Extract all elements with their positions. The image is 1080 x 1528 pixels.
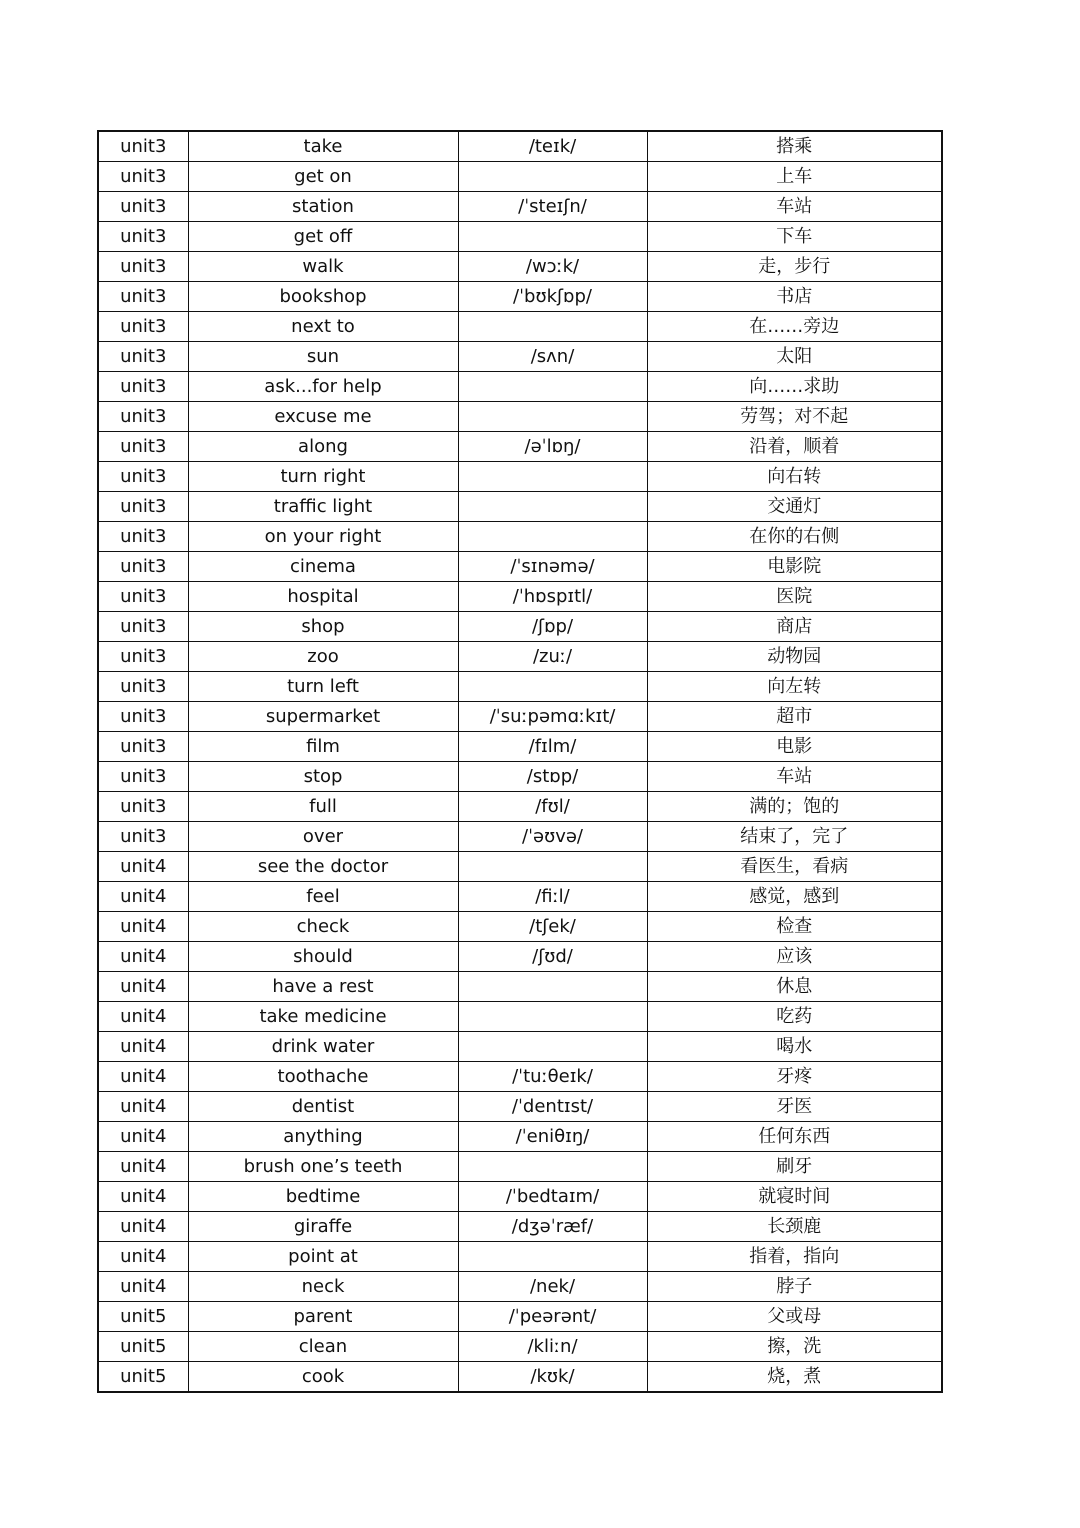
unit-cell: unit4	[98, 1092, 188, 1122]
word-cell: take medicine	[188, 1002, 458, 1032]
meaning-cell: 沿着，顺着	[647, 432, 942, 462]
word-cell: giraffe	[188, 1212, 458, 1242]
table-row	[98, 192, 942, 222]
unit-cell: unit4	[98, 1002, 188, 1032]
unit-cell: unit4	[98, 1272, 188, 1302]
meaning-cell: 脖子	[647, 1272, 942, 1302]
word-cell: excuse me	[188, 402, 458, 432]
word-cell: brush one’s teeth	[188, 1152, 458, 1182]
word-cell: next to	[188, 312, 458, 342]
word-cell: sun	[188, 342, 458, 372]
table-row	[98, 912, 942, 942]
unit-cell: unit3	[98, 492, 188, 522]
unit-cell: unit3	[98, 762, 188, 792]
word-cell: feel	[188, 882, 458, 912]
word-cell: turn left	[188, 672, 458, 702]
table-row	[98, 1182, 942, 1212]
phonetic-cell: /stɒp/	[458, 762, 647, 792]
phonetic-cell: /ˈbʊkʃɒp/	[458, 282, 647, 312]
table-row	[98, 852, 942, 882]
meaning-cell: 结束了，完了	[647, 822, 942, 852]
word-cell: get on	[188, 162, 458, 192]
phonetic-cell	[458, 162, 647, 192]
table-row	[98, 582, 942, 612]
phonetic-cell	[458, 852, 647, 882]
unit-cell: unit4	[98, 1212, 188, 1242]
phonetic-cell	[458, 1002, 647, 1032]
meaning-cell: 电影	[647, 732, 942, 762]
table-row	[98, 702, 942, 732]
unit-cell: unit3	[98, 462, 188, 492]
word-cell: bedtime	[188, 1182, 458, 1212]
meaning-cell: 牙医	[647, 1092, 942, 1122]
word-cell: over	[188, 822, 458, 852]
table-row	[98, 552, 942, 582]
word-cell: film	[188, 732, 458, 762]
phonetic-cell	[458, 492, 647, 522]
phonetic-cell: /əˈlɒŋ/	[458, 432, 647, 462]
meaning-cell: 任何东西	[647, 1122, 942, 1152]
word-cell: see the doctor	[188, 852, 458, 882]
unit-cell: unit3	[98, 582, 188, 612]
meaning-cell: 擦，洗	[647, 1332, 942, 1362]
table-row	[98, 1332, 942, 1362]
table-row	[98, 882, 942, 912]
table-row	[98, 462, 942, 492]
unit-cell: unit4	[98, 1062, 188, 1092]
meaning-cell: 长颈鹿	[647, 1212, 942, 1242]
meaning-cell: 动物园	[647, 642, 942, 672]
table-row	[98, 252, 942, 282]
meaning-cell: 交通灯	[647, 492, 942, 522]
phonetic-cell: /fɪlm/	[458, 732, 647, 762]
phonetic-cell: /kʊk/	[458, 1362, 647, 1393]
unit-cell: unit4	[98, 1122, 188, 1152]
table-row	[98, 1212, 942, 1242]
meaning-cell: 下车	[647, 222, 942, 252]
word-cell: parent	[188, 1302, 458, 1332]
meaning-cell: 书店	[647, 282, 942, 312]
unit-cell: unit3	[98, 552, 188, 582]
meaning-cell: 看医生，看病	[647, 852, 942, 882]
word-cell: cinema	[188, 552, 458, 582]
word-cell: full	[188, 792, 458, 822]
table-row	[98, 672, 942, 702]
meaning-cell: 在你的右侧	[647, 522, 942, 552]
word-cell: along	[188, 432, 458, 462]
table-row	[98, 432, 942, 462]
meaning-cell: 指着，指向	[647, 1242, 942, 1272]
meaning-cell: 上车	[647, 162, 942, 192]
table-row	[98, 222, 942, 252]
unit-cell: unit3	[98, 432, 188, 462]
unit-cell: unit4	[98, 882, 188, 912]
unit-cell: unit4	[98, 852, 188, 882]
phonetic-cell: /sʌn/	[458, 342, 647, 372]
word-cell: check	[188, 912, 458, 942]
unit-cell: unit3	[98, 342, 188, 372]
unit-cell: unit3	[98, 252, 188, 282]
unit-cell: unit3	[98, 702, 188, 732]
vocabulary-table	[97, 130, 943, 1393]
word-cell: zoo	[188, 642, 458, 672]
word-cell: ask...for help	[188, 372, 458, 402]
meaning-cell: 走，步行	[647, 252, 942, 282]
unit-cell: unit3	[98, 612, 188, 642]
phonetic-cell: /wɔːk/	[458, 252, 647, 282]
unit-cell: unit3	[98, 131, 188, 162]
phonetic-cell: /ˈtuːθeɪk/	[458, 1062, 647, 1092]
table-row	[98, 972, 942, 1002]
unit-cell: unit4	[98, 972, 188, 1002]
phonetic-cell	[458, 522, 647, 552]
table-row	[98, 372, 942, 402]
phonetic-cell	[458, 972, 647, 1002]
meaning-cell: 车站	[647, 192, 942, 222]
unit-cell: unit4	[98, 1152, 188, 1182]
unit-cell: unit4	[98, 1182, 188, 1212]
phonetic-cell: /ˈeniθɪŋ/	[458, 1122, 647, 1152]
meaning-cell: 车站	[647, 762, 942, 792]
word-cell: turn right	[188, 462, 458, 492]
phonetic-cell: /ʃʊd/	[458, 942, 647, 972]
word-cell: on your right	[188, 522, 458, 552]
phonetic-cell: /ˈəʊvə/	[458, 822, 647, 852]
word-cell: drink water	[188, 1032, 458, 1062]
table-row	[98, 822, 942, 852]
phonetic-cell: /kliːn/	[458, 1332, 647, 1362]
phonetic-cell: /ˈhɒspɪtl/	[458, 582, 647, 612]
unit-cell: unit3	[98, 282, 188, 312]
table-row	[98, 1242, 942, 1272]
meaning-cell: 太阳	[647, 342, 942, 372]
phonetic-cell: /nek/	[458, 1272, 647, 1302]
meaning-cell: 满的；饱的	[647, 792, 942, 822]
word-cell: have a rest	[188, 972, 458, 1002]
meaning-cell: 劳驾；对不起	[647, 402, 942, 432]
phonetic-cell: /ʃɒp/	[458, 612, 647, 642]
word-cell: traffic light	[188, 492, 458, 522]
word-cell: station	[188, 192, 458, 222]
unit-cell: unit5	[98, 1332, 188, 1362]
table-row	[98, 612, 942, 642]
meaning-cell: 医院	[647, 582, 942, 612]
phonetic-cell: /tʃek/	[458, 912, 647, 942]
table-row	[98, 1032, 942, 1062]
word-cell: point at	[188, 1242, 458, 1272]
table-row	[98, 492, 942, 522]
unit-cell: unit3	[98, 822, 188, 852]
table-row	[98, 762, 942, 792]
phonetic-cell: /zuː/	[458, 642, 647, 672]
meaning-cell: 吃药	[647, 1002, 942, 1032]
table-row	[98, 792, 942, 822]
meaning-cell: 牙疼	[647, 1062, 942, 1092]
table-row	[98, 312, 942, 342]
word-cell: hospital	[188, 582, 458, 612]
table-row	[98, 162, 942, 192]
meaning-cell: 在……旁边	[647, 312, 942, 342]
unit-cell: unit3	[98, 642, 188, 672]
table-row	[98, 522, 942, 552]
unit-cell: unit3	[98, 732, 188, 762]
phonetic-cell: /fʊl/	[458, 792, 647, 822]
meaning-cell: 检查	[647, 912, 942, 942]
table-row	[98, 1092, 942, 1122]
meaning-cell: 感觉，感到	[647, 882, 942, 912]
table-row	[98, 282, 942, 312]
word-cell: should	[188, 942, 458, 972]
word-cell: bookshop	[188, 282, 458, 312]
phonetic-cell: /fiːl/	[458, 882, 647, 912]
phonetic-cell: /dʒəˈræf/	[458, 1212, 647, 1242]
phonetic-cell	[458, 1152, 647, 1182]
word-cell: cook	[188, 1362, 458, 1393]
unit-cell: unit3	[98, 162, 188, 192]
table-row	[98, 732, 942, 762]
vocabulary-table-body	[98, 131, 942, 1392]
table-row	[98, 942, 942, 972]
word-cell: take	[188, 131, 458, 162]
table-row	[98, 402, 942, 432]
phonetic-cell: /ˈsɪnəmə/	[458, 552, 647, 582]
unit-cell: unit3	[98, 372, 188, 402]
word-cell: clean	[188, 1332, 458, 1362]
unit-cell: unit5	[98, 1362, 188, 1393]
table-row	[98, 1362, 942, 1393]
phonetic-cell: /ˈsteɪʃn/	[458, 192, 647, 222]
word-cell: stop	[188, 762, 458, 792]
unit-cell: unit3	[98, 222, 188, 252]
meaning-cell: 搭乘	[647, 131, 942, 162]
meaning-cell: 商店	[647, 612, 942, 642]
unit-cell: unit3	[98, 792, 188, 822]
table-row	[98, 1122, 942, 1152]
word-cell: anything	[188, 1122, 458, 1152]
table-row	[98, 1302, 942, 1332]
word-cell: neck	[188, 1272, 458, 1302]
meaning-cell: 向……求助	[647, 372, 942, 402]
word-cell: toothache	[188, 1062, 458, 1092]
phonetic-cell	[458, 672, 647, 702]
meaning-cell: 应该	[647, 942, 942, 972]
unit-cell: unit3	[98, 672, 188, 702]
word-cell: dentist	[188, 1092, 458, 1122]
unit-cell: unit3	[98, 522, 188, 552]
phonetic-cell: /ˈsuːpəmɑːkɪt/	[458, 702, 647, 732]
unit-cell: unit4	[98, 1242, 188, 1272]
unit-cell: unit4	[98, 1032, 188, 1062]
unit-cell: unit3	[98, 192, 188, 222]
phonetic-cell	[458, 312, 647, 342]
table-row	[98, 131, 942, 162]
phonetic-cell: /ˈpeərənt/	[458, 1302, 647, 1332]
phonetic-cell: /ˈdentɪst/	[458, 1092, 647, 1122]
unit-cell: unit5	[98, 1302, 188, 1332]
meaning-cell: 刷牙	[647, 1152, 942, 1182]
meaning-cell: 超市	[647, 702, 942, 732]
meaning-cell: 父或母	[647, 1302, 942, 1332]
meaning-cell: 向右转	[647, 462, 942, 492]
table-row	[98, 642, 942, 672]
phonetic-cell	[458, 1242, 647, 1272]
meaning-cell: 烧，煮	[647, 1362, 942, 1393]
table-row	[98, 1062, 942, 1092]
phonetic-cell: /ˈbedtaɪm/	[458, 1182, 647, 1212]
phonetic-cell	[458, 402, 647, 432]
meaning-cell: 喝水	[647, 1032, 942, 1062]
meaning-cell: 电影院	[647, 552, 942, 582]
word-cell: get off	[188, 222, 458, 252]
unit-cell: unit3	[98, 312, 188, 342]
phonetic-cell	[458, 372, 647, 402]
word-cell: shop	[188, 612, 458, 642]
meaning-cell: 休息	[647, 972, 942, 1002]
meaning-cell: 向左转	[647, 672, 942, 702]
table-row	[98, 1152, 942, 1182]
table-row	[98, 342, 942, 372]
phonetic-cell	[458, 462, 647, 492]
unit-cell: unit4	[98, 912, 188, 942]
unit-cell: unit4	[98, 942, 188, 972]
table-row	[98, 1272, 942, 1302]
word-cell: supermarket	[188, 702, 458, 732]
table-row	[98, 1002, 942, 1032]
word-cell: walk	[188, 252, 458, 282]
unit-cell: unit3	[98, 402, 188, 432]
meaning-cell: 就寝时间	[647, 1182, 942, 1212]
phonetic-cell: /teɪk/	[458, 131, 647, 162]
phonetic-cell	[458, 222, 647, 252]
phonetic-cell	[458, 1032, 647, 1062]
